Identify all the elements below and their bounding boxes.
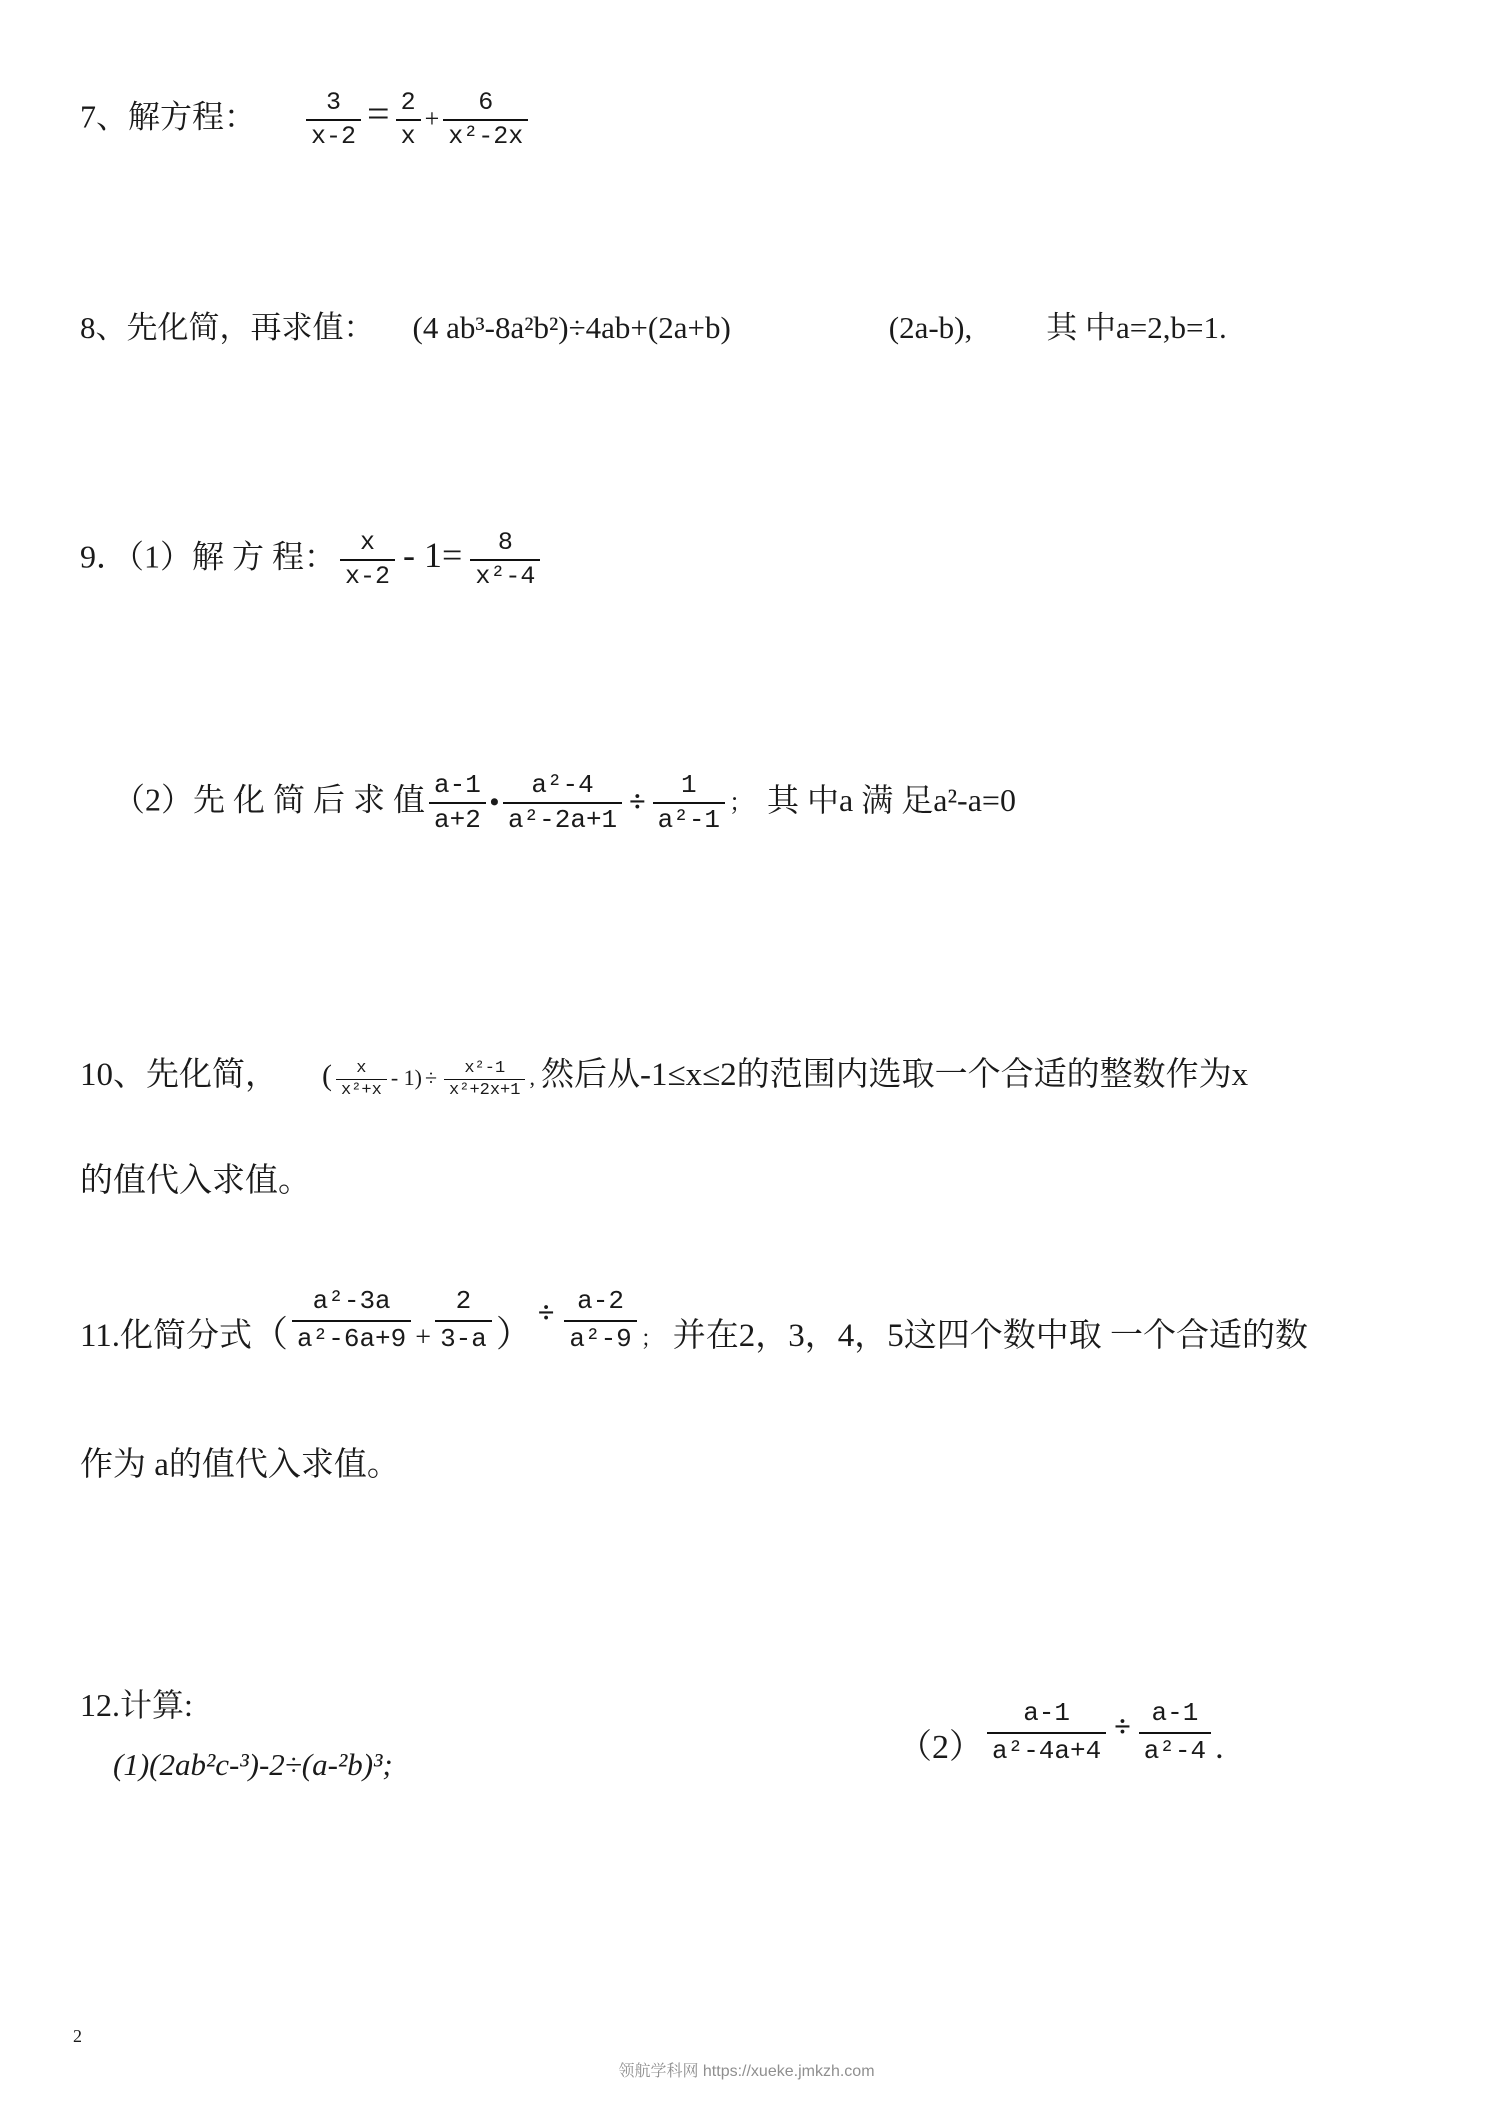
fraction-denominator: 3-a (435, 1320, 492, 1357)
semicolon: ； (640, 1325, 663, 1351)
fraction-numerator: 1 (681, 770, 697, 800)
fraction-numerator: 2 (455, 1286, 472, 1316)
fraction (429, 770, 486, 836)
problem-12-item-2-label: （2） (898, 1728, 983, 1766)
fraction-denominator: x (396, 119, 421, 152)
fraction-numerator: a-1 (434, 770, 481, 800)
fraction-denominator: a²-4a+4 (987, 1732, 1106, 1769)
plus-sign: + (415, 1321, 432, 1353)
problem-9-part-2 (113, 770, 1016, 836)
fraction-numerator: a-1 (1023, 1698, 1071, 1728)
fraction-numerator: a-2 (577, 1286, 624, 1316)
fraction-numerator: a²-4 (531, 770, 594, 800)
problem-10-formula (278, 1058, 535, 1101)
fraction-numerator: x²-1 (464, 1058, 506, 1078)
fraction-numerator: 8 (497, 528, 513, 557)
problem-8-condition: 其 中a=2,b=1. (1046, 310, 1227, 345)
problem-9-1-label: 9．（1）解 方 程： (80, 538, 337, 575)
fraction-denominator: x-2 (340, 559, 395, 592)
fraction (306, 88, 361, 152)
division-sign: ÷ (1114, 1709, 1131, 1743)
fraction-numerator: a²-3a (312, 1286, 391, 1316)
left-paren: （ (252, 1313, 289, 1354)
problem-12-item-2 (898, 1697, 1224, 1769)
page-number-value: 2 (73, 2026, 82, 2046)
fraction (435, 1285, 492, 1357)
comma: , (529, 1065, 535, 1090)
problem-8-label: 8、先化简，再求值： (80, 310, 375, 345)
problem-8 (80, 302, 1227, 347)
problem-11-label: 11.化简分式 (80, 1317, 253, 1354)
fraction-denominator: x²+2x+1 (444, 1079, 525, 1101)
minus-one-paren: - 1) (390, 1065, 422, 1090)
fraction-denominator: a²-9 (564, 1320, 636, 1357)
problem-9-2-condition: 其 中a 满 足a²-a=0 (767, 781, 1016, 818)
problem-12-label: 12.计算: (80, 1687, 193, 1723)
fraction-denominator: a²-1 (653, 802, 725, 836)
fraction-numerator: x (356, 1058, 367, 1078)
fraction (470, 528, 540, 592)
problem-10-text-line-2: 的值代入求值。 (80, 1163, 311, 1199)
problem-12-item-1 (113, 1747, 393, 1783)
problem-12-item-1-expression: (1)(2ab²c-³)-2÷(a-²b)³; (113, 1747, 393, 1782)
problem-11-text: 并在2，3，4，5这四个数中取 一个合适的数 (672, 1317, 1309, 1354)
right-paren: ） (495, 1313, 532, 1354)
equals-sign: = (367, 91, 390, 137)
plus-sign: + (424, 104, 440, 134)
page-number (73, 2026, 82, 2047)
fraction (564, 1285, 636, 1357)
problem-12 (80, 1680, 193, 1726)
problem-10-label: 10、先化简， (80, 1057, 278, 1093)
problem-9-2-label: （2）先 化 简 后 求 值 (113, 781, 426, 818)
problem-10-text-continued (80, 1154, 311, 1201)
fraction-denominator: x²+x (336, 1079, 387, 1101)
problem-9-part-1 (80, 528, 544, 592)
fraction-numerator: x (360, 528, 376, 557)
fraction (653, 770, 725, 836)
multiplication-dot: • (489, 787, 499, 817)
footer-watermark (0, 2058, 1493, 2081)
left-paren: ( (322, 1059, 332, 1092)
problem-8-expression-2: (2a-b), (888, 310, 973, 345)
minus-one-equals: - 1= (403, 535, 463, 576)
fraction-denominator: a²-4 (1139, 1732, 1211, 1769)
problem-8-expression: (4 ab³-8a²b²)÷4ab+(2a+b) (412, 310, 731, 345)
fraction-denominator: a+2 (429, 802, 486, 836)
fraction-numerator: 2 (400, 88, 416, 117)
fraction (1139, 1697, 1211, 1769)
fraction (340, 528, 395, 592)
problem-10 (80, 1048, 1248, 1101)
fraction (292, 1285, 411, 1357)
division-sign: ÷ (629, 784, 646, 818)
fraction (396, 88, 421, 152)
problem-7-label: 7、解方程： (80, 98, 257, 135)
problem-7-formula (302, 88, 532, 151)
fraction-numerator: 6 (478, 88, 494, 117)
semicolon: ； (729, 790, 754, 817)
fraction (443, 88, 528, 152)
problem-11 (80, 1285, 1308, 1357)
fraction-denominator: x-2 (306, 119, 361, 152)
problem-10-text: 然后从-1≤x≤2的范围内选取一个合适的整数作为x (540, 1057, 1249, 1093)
fraction (444, 1059, 525, 1101)
problem-11-text-continued (80, 1438, 400, 1485)
fraction (987, 1697, 1106, 1769)
period: . (1215, 1728, 1224, 1766)
fraction (503, 770, 622, 836)
fraction-numerator: 3 (326, 88, 342, 117)
fraction-denominator: x²-2x (443, 119, 528, 152)
fraction-denominator: a²-2a+1 (503, 802, 622, 836)
problem-7 (80, 88, 532, 152)
footer-site-link[interactable]: 领航学科网 https://xueke.jmkzh.com (618, 2063, 875, 2080)
fraction-denominator: x²-4 (470, 559, 540, 592)
fraction-numerator: a-1 (1151, 1698, 1199, 1728)
fraction-denominator: a²-6a+9 (292, 1320, 411, 1357)
fraction (336, 1059, 387, 1101)
problem-11-text-line-2: 作为 a的值代入求值。 (80, 1447, 400, 1483)
division-sign: ÷ (424, 1065, 438, 1090)
division-sign: ÷ (537, 1295, 555, 1329)
